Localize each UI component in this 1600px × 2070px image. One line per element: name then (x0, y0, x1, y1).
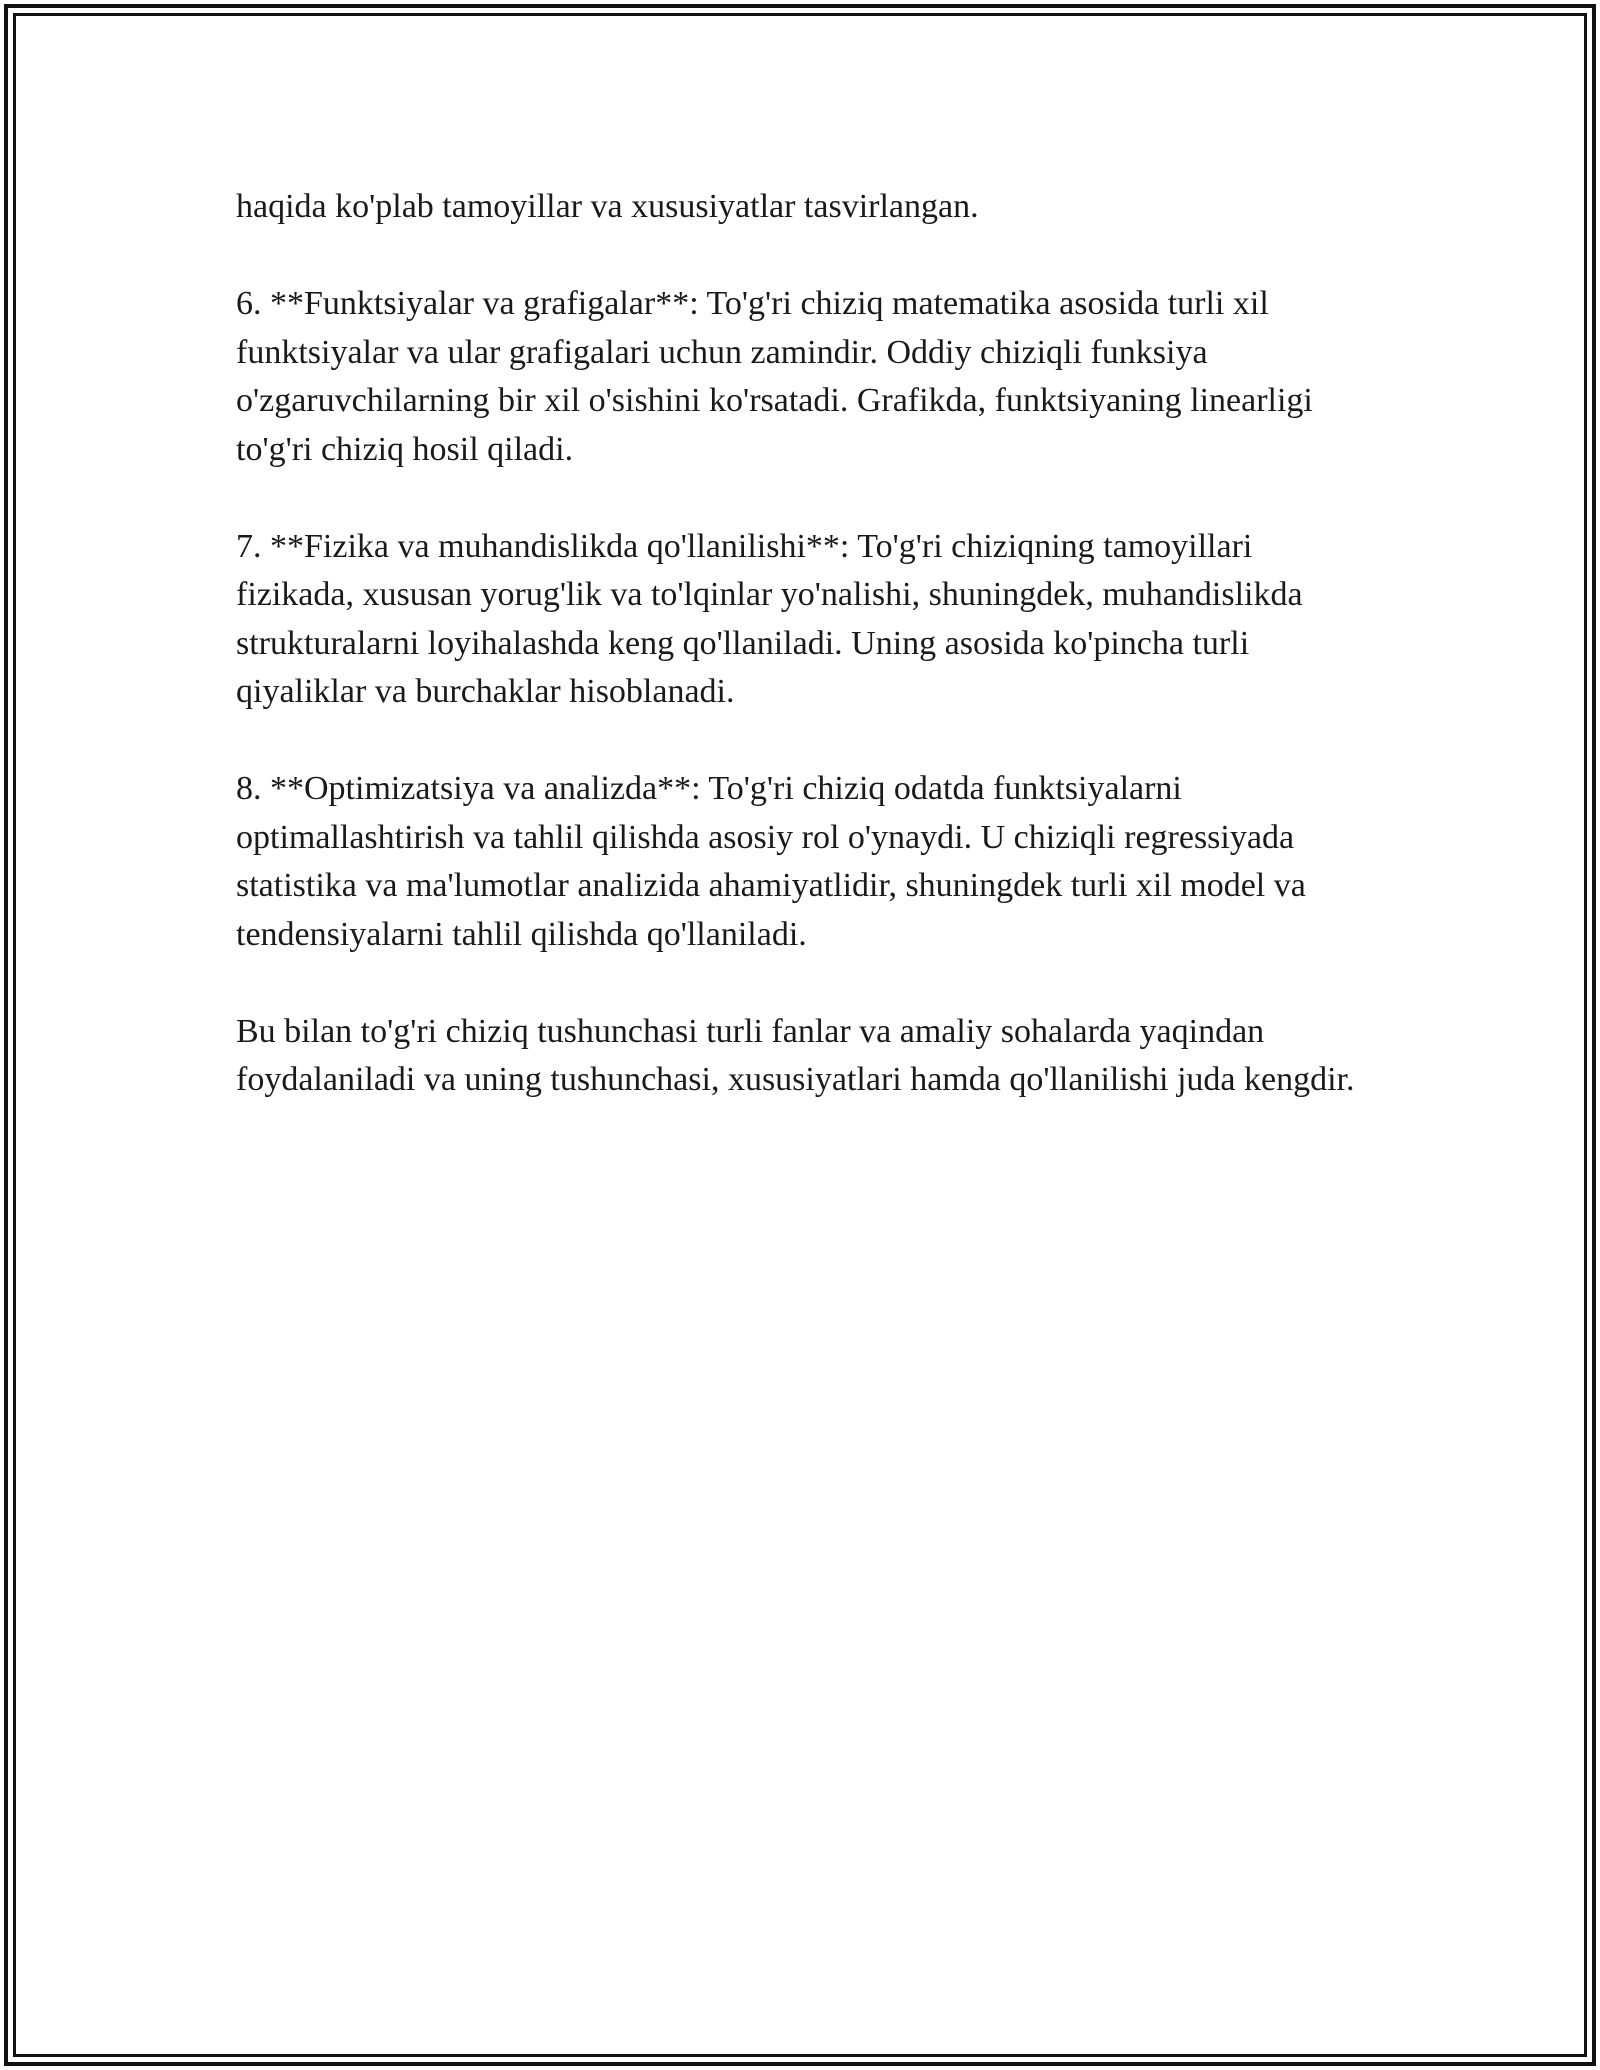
document-body (236, 183, 1376, 1153)
paragraph-physics-engineering: 7. **Fizika va muhandislikda qo'llanilishi**: To'g'ri chiziqning tamoyillari fizikada, xususan yorug'lik va to'lqinlar yo'nalishi, shuningdek, muhandislikda strukturalarni loyihalashda keng qo'llaniladi. Uning asosida ko'pincha turli qiyaliklar va burchaklar hisoblanadi. (236, 527, 1303, 710)
paragraph-conclusion: Bu bilan to'g'ri chiziq tushunchasi turli fanlar va amaliy sohalarda yaqindan foydalaniladi va uning tushunchasi, xususiyatlari hamda qo'llanilishi juda kengdir. (236, 1012, 1355, 1098)
paragraph-functions-graphs: 6. **Funktsiyalar va grafigalar**: To'g'ri chiziq matematika asosida turli xil funktsiyalar va ular grafigalari uchun zamindir. Oddiy chiziqli funksiya o'zgaruvchilarning bir xil o'sishini ko'rsatadi. Grafikda, funktsiyaning linearligi to'g'ri chiziq hosil qiladi. (236, 285, 1313, 468)
paragraph-optimization-analysis: 8. **Optimizatsiya va analizda**: To'g'ri chiziq odatda funktsiyalarni optimallashtirish va tahlil qilishda asosiy rol o'ynaydi. U chiziqli regressiyada statistika va ma'lumotlar analizida ahamiyatlidir, shuningdek turli xil model va tendensiyalarni tahlil qilishda qo'llaniladi. (236, 770, 1306, 953)
paragraph-continuation: haqida ko'plab tamoyillar va xususiyatlar tasvirlangan. (236, 188, 979, 225)
